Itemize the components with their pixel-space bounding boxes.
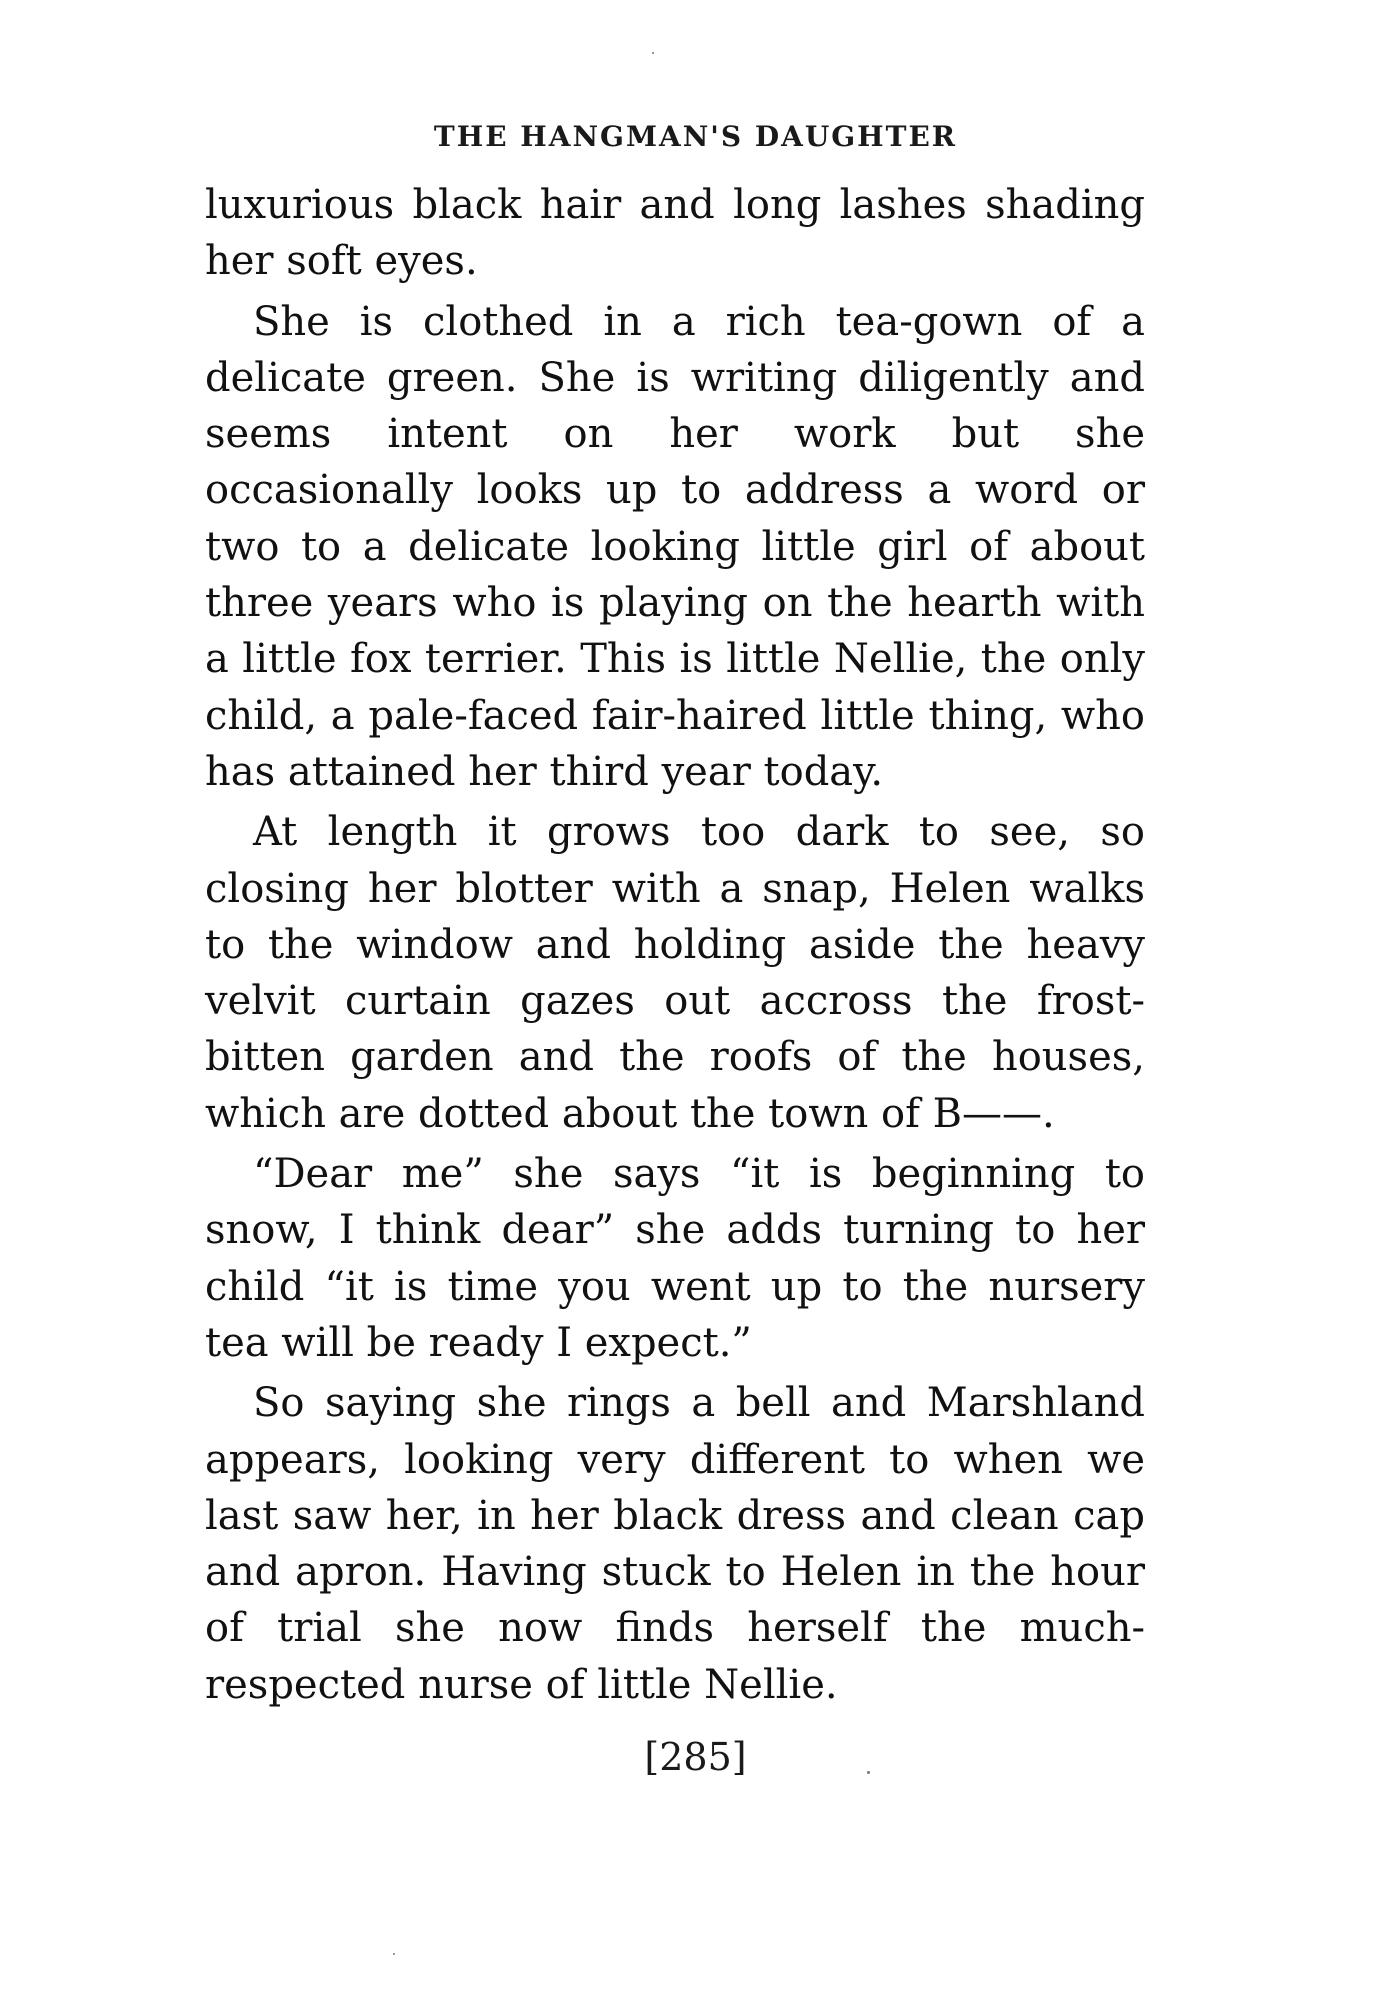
scan-speck: [393, 1953, 395, 1955]
running-head: THE HANGMAN'S DAUGHTER: [433, 120, 958, 153]
page-body: [205, 177, 1145, 1713]
paragraph-dialogue: “Dear me” she says “it is beginning to snow, I think dear” she adds turning to her child “it is time you went up to the nursery tea will be ready I expect.”: [205, 1151, 1145, 1366]
paragraph-continued: luxurious black hair and long lashes shading her soft eyes.: [205, 182, 1145, 285]
scan-speck: [652, 52, 654, 54]
scan-speck: [867, 1771, 870, 1774]
page-number: [285]: [644, 1735, 747, 1779]
paragraph-tea-gown: She is clothed in a rich tea-gown of a delicate green. She is writing diligently and seems intent on her work but she occasionally looks up to address a word or two to a delicate looking little girl of about three years who is playing on the hearth with a little fox terrier. This is little Nellie, the only child, a pale-faced fair-haired little thing, who has attained her third year today.: [205, 298, 1145, 795]
paragraph-window: At length it grows too dark to see, so closing her blotter with a snap, Helen walks to the window and holding aside the heavy velvit curtain gazes out accross the frost-bitten garden and the roofs of the houses, which are dotted about the town of B——.: [205, 809, 1145, 1137]
paragraph-marshland: So saying she rings a bell and Marshland appears, looking very different to when we last saw her, in her black dress and clean cap and apron. Having stuck to Helen in the hour of trial she now finds herself the much-respected nurse of little Nellie.: [205, 1380, 1145, 1708]
